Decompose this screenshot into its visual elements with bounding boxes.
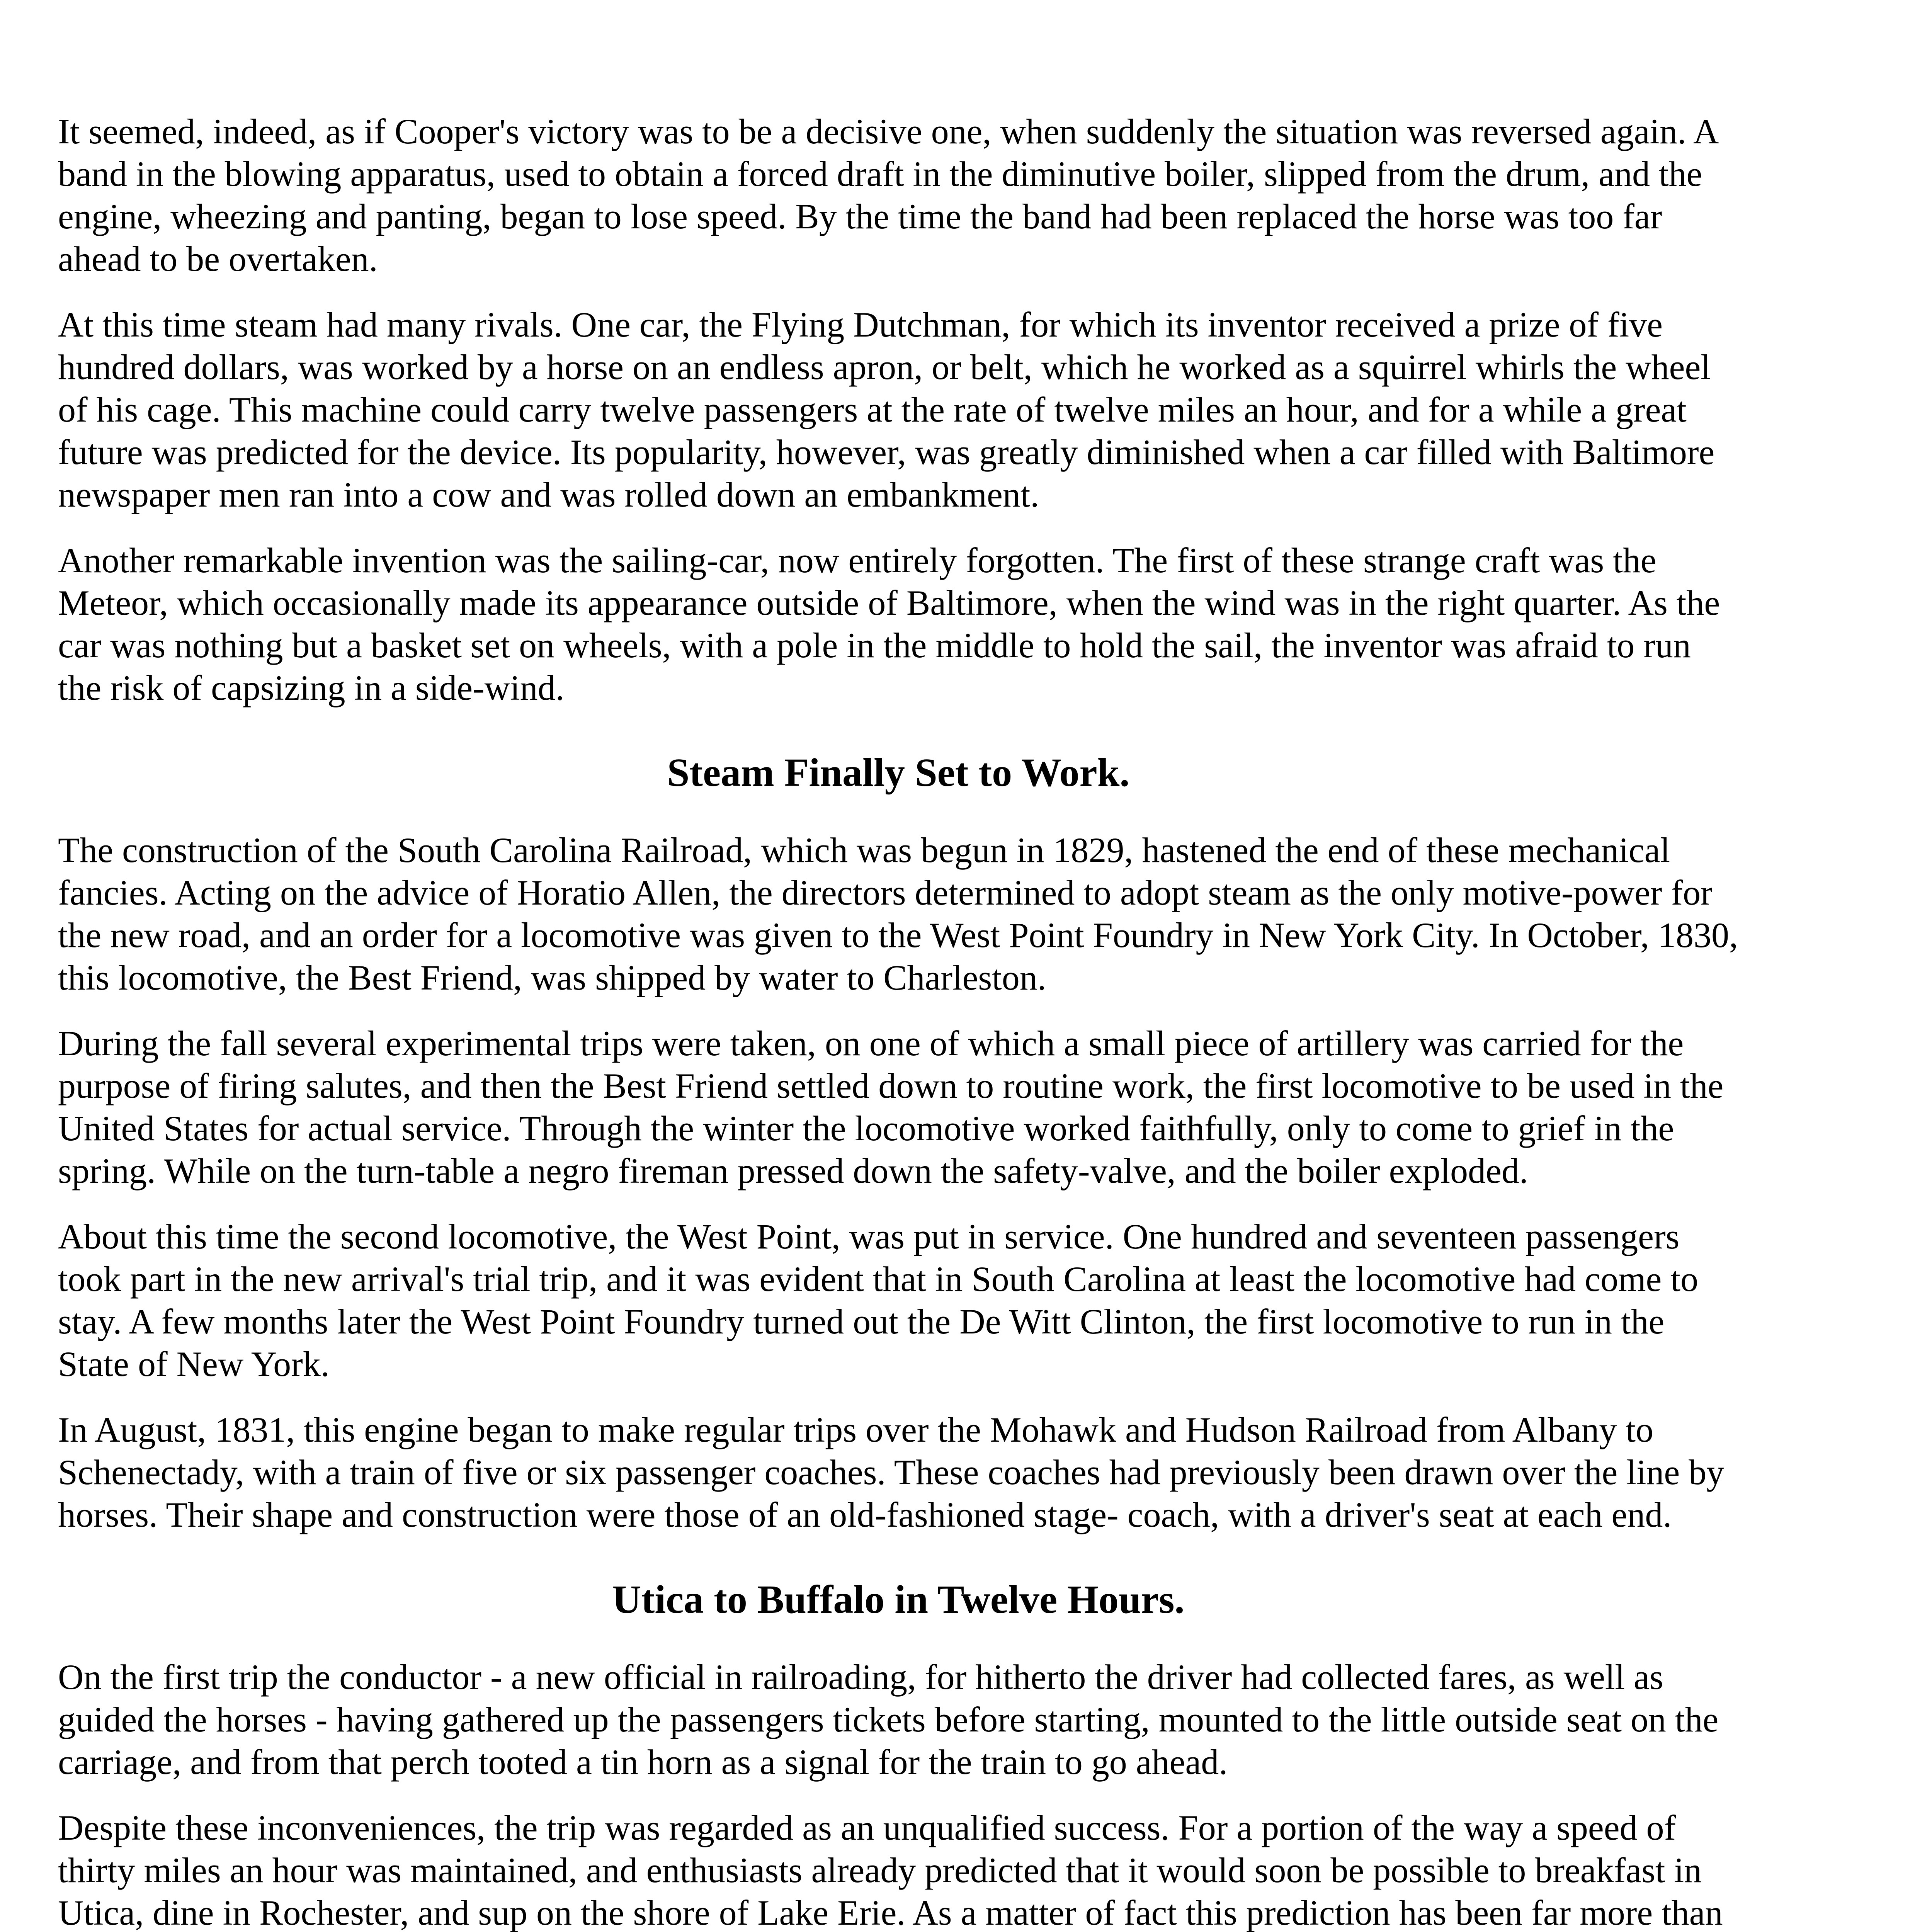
document-body <box>58 110 1739 1932</box>
paragraph: About this time the second locomotive, the West Point, was put in service. One hundred and seventeen passengers took part in the new arrival's trial trip, and it was evident that in South Carolina at least the locomotive had come to stay. A few months later the West Point Foundry turned out the De Witt Clinton, the first locomotive to run in the State of New York. <box>58 1217 1698 1384</box>
paragraph: In August, 1831, this engine began to make regular trips over the Mohawk and Hudson Railroad from Albany to Schenectady, with a train of five or six passenger coaches. These coaches had previously been drawn over the line by horses. Their shape and construction were those of an old-fashioned stage- coach, with a driver's seat at each end. <box>58 1410 1725 1534</box>
paragraph: Another remarkable invention was the sailing-car, now entirely forgotten. The first of these strange craft was the Meteor, which occasionally made its appearance outside of Baltimore, when the wind was in the right quarter. As the car was nothing but a basket set on wheels, with a pole in the middle to hold the sail, the inventor was afraid to run the risk of capsizing in a side-wind. <box>58 541 1720 707</box>
paragraph: At this time steam had many rivals. One car, the Flying Dutchman, for which its inventor received a prize of five hundred dollars, was worked by a horse on an endless apron, or belt, which he worked as a squirrel whirls the wheel of his cage. This machine could carry twelve passengers at the rate of twelve miles an hour, and for a while a great future was predicted for the device. Its popularity, however, was greatly diminished when a car filled with Baltimore newspaper men ran into a cow and was rolled down an embankment. <box>58 305 1715 514</box>
section-heading: Utica to Buffalo in Twelve Hours. <box>612 1577 1185 1622</box>
paragraph: Despite these inconveniences, the trip was regarded as an unqualified success. For a portion of the way a speed of thirty miles an hour was maintained, and enthusiasts already predicted that it would soon be possible to breakfast in Utica, dine in Rochester, and sup on the shore of Lake Erie. As a matter of fact this prediction has been far more than <box>58 1808 1723 1932</box>
paragraph: During the fall several experimental trips were taken, on one of which a small piece of artillery was carried for the purpose of firing salutes, and then the Best Friend settled down to routine work, the first locomotive to be used in the United States for actual service. Through the winter the locomotive worked faithfully, only to come to grief in the spring. While on the turn-table a negro fireman pressed down the safety-valve, and the boiler exploded. <box>58 1024 1724 1190</box>
paragraph: It seemed, indeed, as if Cooper's victory was to be a decisive one, when suddenly the situation was reversed again. A band in the blowing apparatus, used to obtain a forced draft in the diminutive boiler, slipped from the drum, and the engine, wheezing and panting, began to lose speed. By the time the band had been replaced the horse was too far ahead to be overtaken. <box>58 112 1717 279</box>
section-heading: Steam Finally Set to Work. <box>667 750 1130 795</box>
paragraph: The construction of the South Carolina Railroad, which was begun in 1829, hastened the end of these mechanical fancies. Acting on the advice of Horatio Allen, the directors determined to adopt steam as the only motive-power for the new road, and an order for a locomotive was given to the West Point Foundry in New York City. In October, 1830, this locomotive, the Best Friend, was shipped by water to Charleston. <box>58 830 1738 997</box>
paragraph: On the first trip the conductor - a new official in railroading, for hitherto the driver had collected fares, as well as guided the horses - having gathered up the passengers tickets before starting, mounted to the little outside seat on the carriage, and from that perch tooted a tin horn as a signal for the train to go ahead. <box>58 1657 1719 1782</box>
